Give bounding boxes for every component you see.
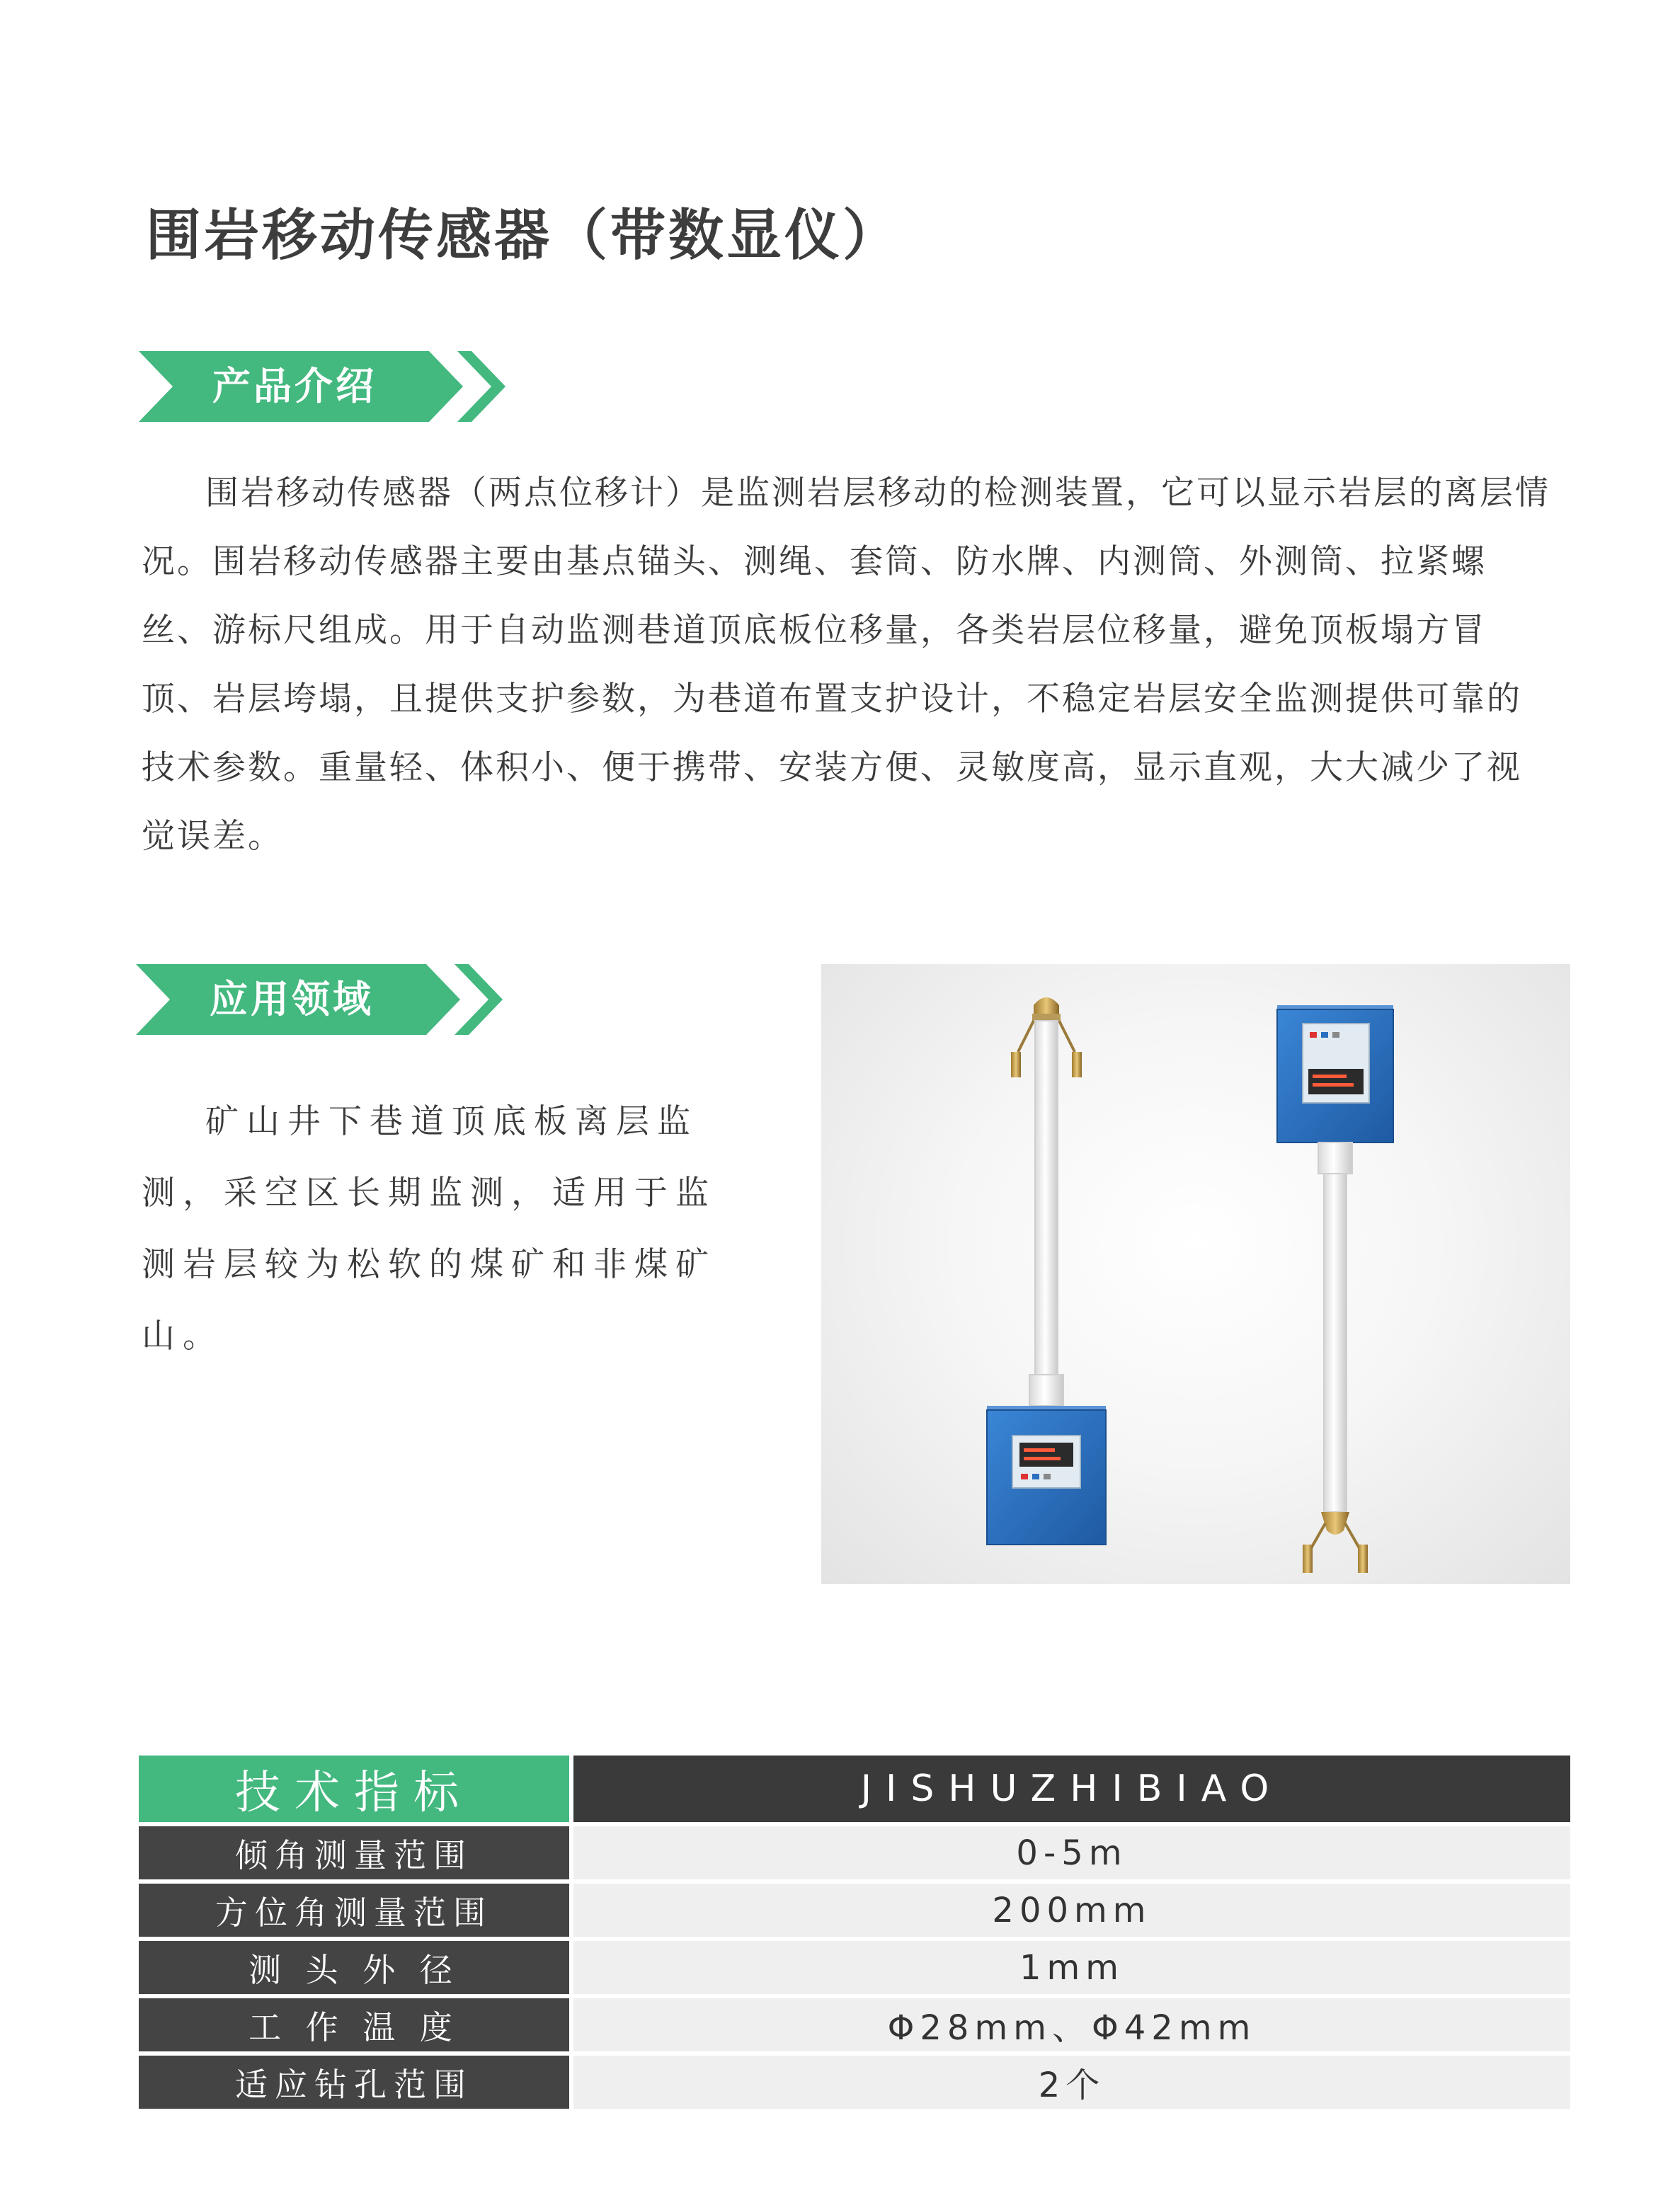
product-photo — [821, 964, 1570, 1584]
sensor-device-illustration — [821, 964, 1570, 1584]
spec-label: 测 头 外 径 — [139, 1941, 573, 1994]
spec-table-header — [139, 1756, 1570, 1822]
application-paragraph: 矿山井下巷道顶底板离层监测，采空区长期监测，适用于监测岩层较为松软的煤矿和非煤矿山。 — [142, 1102, 716, 1356]
intro-paragraph: 围岩移动传感器（两点位移计）是监测岩层移动的检测装置，它可以显示岩层的离层情况。围岩移动传感器主要由基点锚头、测绳、套筒、防水牌、内测筒、外测筒、拉紧螺丝、游标尺组成。用于自动监测巷道顶底板位移量，各类岩层位移量，避免顶板塌方冒顶、岩层垮塌，且提供支护参数，为巷道布置支护设计，不稳定岩层安全监测提供可靠的技术参数。重量轻、体积小、便于携带、安装方便、灵敏度高，显示直观，大大减少了视觉误差。 — [142, 474, 1550, 856]
spec-value: Φ28mm、Φ42mm — [573, 1998, 1570, 2051]
spec-label: 倾角测量范围 — [139, 1826, 573, 1879]
spec-label: 方位角测量范围 — [139, 1884, 573, 1937]
spec-header-cn: 技术指标 — [139, 1756, 573, 1822]
table-row — [139, 1884, 1570, 1937]
spec-table — [139, 1751, 1570, 2113]
table-row — [139, 1826, 1570, 1879]
section-header-application — [136, 964, 504, 1035]
section-header-intro — [139, 351, 507, 422]
table-row — [139, 1998, 1570, 2051]
spec-label: 工 作 温 度 — [139, 1998, 573, 2051]
section-title-intro: 产品介绍 — [212, 364, 377, 408]
spec-header-en: JISHUZHIBIAO — [573, 1756, 1570, 1822]
spec-value: 200mm — [573, 1884, 1570, 1937]
spec-value: 2个 — [573, 2056, 1570, 2109]
table-row — [139, 2056, 1570, 2109]
spec-label: 适应钻孔范围 — [139, 2056, 573, 2109]
section-title-application: 应用领域 — [210, 977, 374, 1021]
spec-value: 0-5m — [573, 1826, 1570, 1879]
spec-value: 1mm — [573, 1941, 1570, 1994]
page-title: 围岩移动传感器（带数显仪） — [146, 204, 901, 268]
table-row — [139, 1941, 1570, 1994]
